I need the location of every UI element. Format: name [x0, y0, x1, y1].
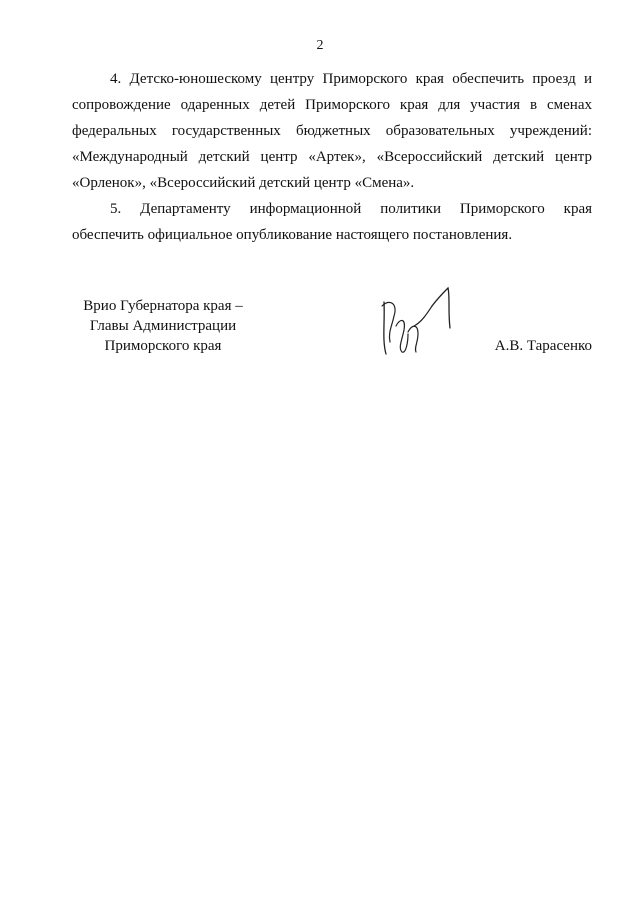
signer-position-line: Главы Администрации — [89, 318, 237, 334]
paragraph-line: федеральных государственных бюджетных образовательных учреждений: — [72, 123, 592, 139]
signer-position-line: Приморского края — [104, 338, 222, 354]
paragraph-4 — [72, 66, 592, 196]
paragraph-line: 4. Детско-юношескому центру Приморского края обеспечить проезд и — [110, 71, 592, 87]
paragraph-5 — [72, 196, 592, 248]
paragraph-line: «Орленок», «Всероссийский детский центр «Смена». — [72, 175, 415, 191]
signer-position — [68, 296, 258, 356]
paragraph-line: обеспечить официальное опубликование настоящего постановления. — [72, 227, 513, 243]
signatory-name: А.В. Тарасенко — [494, 338, 592, 354]
paragraph-line: «Международный детский центр «Артек», «Всероссийский детский центр — [72, 149, 592, 165]
paragraph-line: сопровождение одаренных детей Приморского края для участия в сменах — [72, 97, 592, 113]
signer-position-line: Врио Губернатора края – — [83, 298, 243, 314]
handwritten-signature — [374, 282, 464, 364]
page-number: 2 — [316, 38, 324, 53]
paragraph-line: 5. Департаменту информационной политики Приморского края — [110, 201, 592, 217]
